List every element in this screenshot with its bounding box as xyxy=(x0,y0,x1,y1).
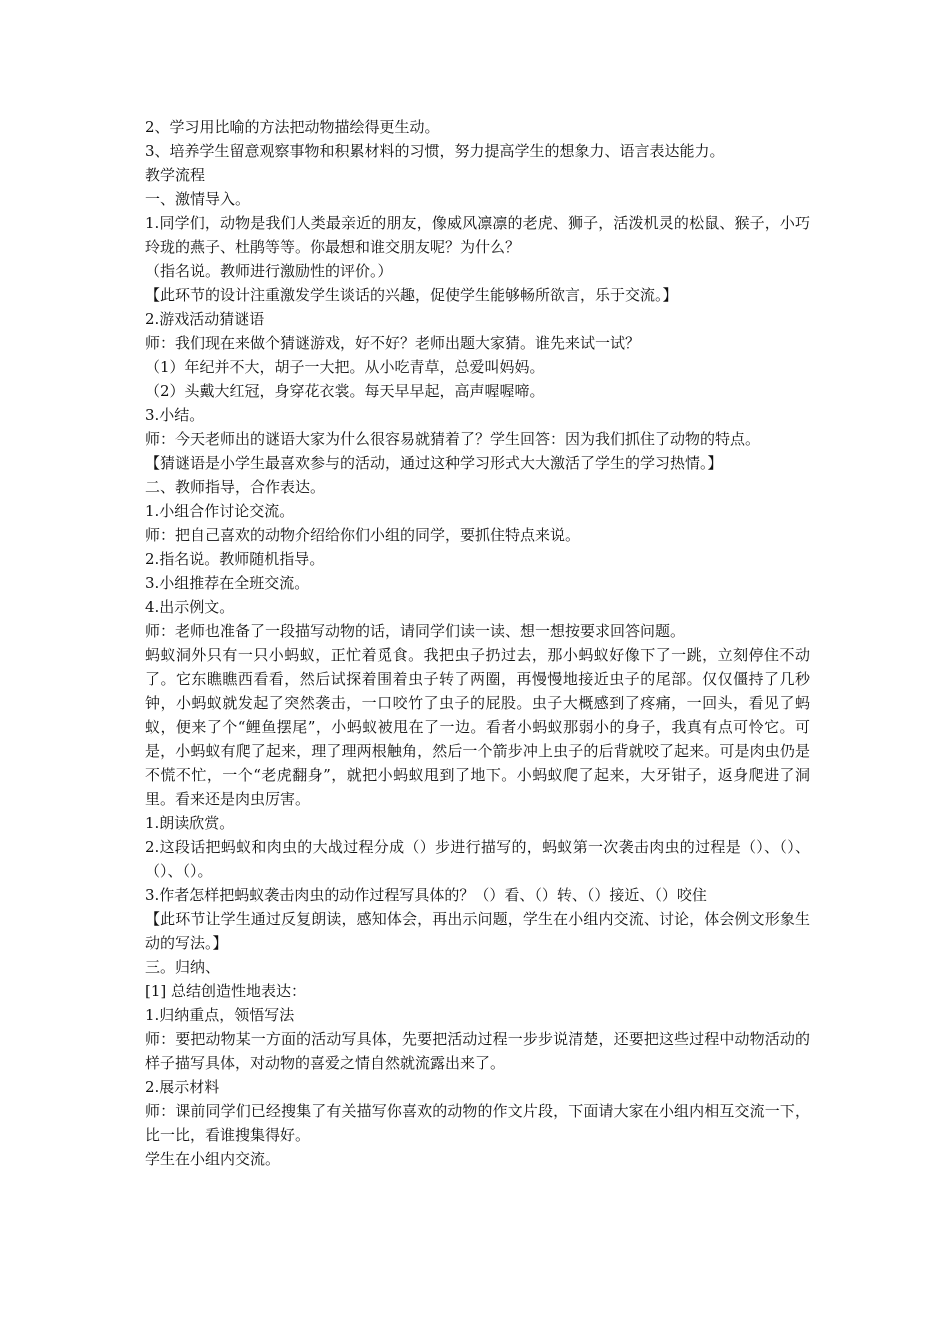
subheading: 1.归纳重点，领悟写法 xyxy=(145,1006,295,1024)
subheading: 1.朗读欣赏。 xyxy=(145,814,235,832)
question: 2.这段话把蚂蚁和肉虫的大战过程分成（）步进行描写的，蚂蚁第一次袭击肉虫的过程是（）、（）、（）、（）。 xyxy=(145,838,810,880)
section-heading-1: 一、激情导入。 xyxy=(145,190,251,208)
subheading: 2.指名说。教师随机指导。 xyxy=(145,550,325,568)
goal-3: 3、培养学生留意观察事物和积累材料的习惯，努力提高学生的想象力、语言表达能力。 xyxy=(145,142,725,160)
riddle-1: （1）年纪并不大，胡子一大把。从小吃青草，总爱叫妈妈。 xyxy=(145,358,545,376)
goal-2: 2、学习用比喻的方法把动物描绘得更生动。 xyxy=(145,118,440,136)
question: 3.作者怎样把蚂蚁袭击肉虫的动作过程写具体的？（）看、（）转、（）接近、（）咬住 xyxy=(145,886,707,904)
subheading: [1] 总结创造性地表达： xyxy=(145,982,307,1000)
paragraph: 师：要把动物某一方面的活动写具体，先要把活动过程一步步说清楚，还要把这些过程中动物活动的样子描写具体，对动物的喜爱之情自然就流露出来了。 xyxy=(145,1030,810,1072)
paragraph: 1.同学们，动物是我们人类最亲近的朋友，像威风凛凛的老虎、狮子，活泼机灵的松鼠、猴子，小巧玲珑的燕子、杜鹃等等。你最想和谁交朋友呢？为什么？ xyxy=(145,214,810,256)
paragraph: （指名说。教师进行激励性的评价。） xyxy=(145,262,393,280)
subheading: 1.小组合作讨论交流。 xyxy=(145,502,295,520)
paragraph: 师：老师也准备了一段描写动物的话，请同学们读一读、想一想按要求回答问题。 xyxy=(145,622,686,640)
paragraph: 师：我们现在来做个猜谜游戏，好不好？老师出题大家猜。谁先来试一试？ xyxy=(145,334,641,352)
subheading: 2.展示材料 xyxy=(145,1078,220,1096)
subheading: 3.小组推荐在全班交流。 xyxy=(145,574,310,592)
subheading: 4.出示例文。 xyxy=(145,598,235,616)
subheading: 3.小结。 xyxy=(145,406,205,424)
paragraph: 师：今天老师出的谜语大家为什么很容易就猜着了？学生回答：因为我们抓住了动物的特点。 xyxy=(145,430,761,448)
paragraph: 师：课前同学们已经搜集了有关描写你喜欢的动物的作文片段，下面请大家在小组内相互交流一下，比一比，看谁搜集得好。 xyxy=(145,1102,810,1144)
design-note: 【猜谜语是小学生最喜欢参与的活动，通过这种学习形式大大激活了学生的学习热情。】 xyxy=(145,454,723,472)
design-note: 【此环节让学生通过反复朗读，感知体会，再出示问题，学生在小组内交流、讨论，体会例文形象生动的写法。】 xyxy=(145,910,810,952)
document-page xyxy=(145,115,810,1171)
section-heading-teaching-process: 教学流程 xyxy=(145,166,206,184)
riddle-2: （2）头戴大红冠，身穿花衣裳。每天早早起，高声喔喔啼。 xyxy=(145,382,545,400)
section-heading-3: 三。归纳、 xyxy=(145,958,221,976)
subheading: 2.游戏活动猜谜语 xyxy=(145,310,265,328)
design-note: 【此环节的设计注重激发学生谈话的兴趣，促使学生能够畅所欲言，乐于交流。】 xyxy=(145,286,678,304)
section-heading-2: 二、教师指导，合作表达。 xyxy=(145,478,326,496)
example-passage: 蚂蚁洞外只有一只小蚂蚁，正忙着觅食。我把虫子扔过去，那小蚂蚁好像下了一跳，立刻停住不动了。它东瞧瞧西看看，然后试探着围着虫子转了两圈，再慢慢地接近虫子的尾部。仅仅僵持了几秒钟，小蚂蚁就发起了突然袭击，一口咬竹了虫子的屁股。虫子大概感到了疼痛，一回头，看见了蚂蚁，便来了个“鲤鱼摆尾”，小蚂蚁被甩在了一边。看者小蚂蚁那弱小的身子，我真有点可怜它。可是，小蚂蚁有爬了起来，理了理两根触角，然后一个箭步冲上虫子的后背就咬了起来。可是肉虫仍是不慌不忙，一个“老虎翻身”，就把小蚂蚁甩到了地下。小蚂蚁爬了起来，大牙钳子，返身爬进了洞里。看来还是肉虫厉害。 xyxy=(145,646,810,808)
paragraph: 学生在小组内交流。 xyxy=(145,1150,281,1168)
paragraph: 师：把自己喜欢的动物介绍给你们小组的同学，要抓住特点来说。 xyxy=(145,526,581,544)
